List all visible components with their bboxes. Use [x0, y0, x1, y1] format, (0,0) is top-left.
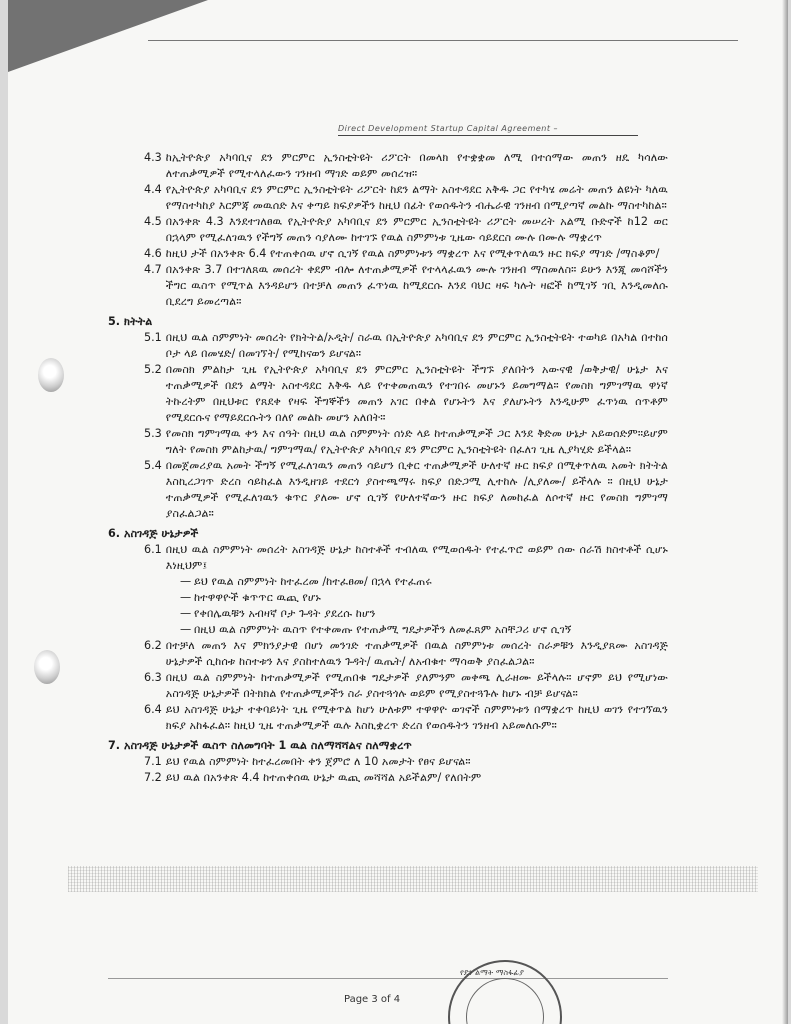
- clause-number: 5.: [108, 315, 121, 328]
- clause: [108, 150, 668, 182]
- clause-text: ከኢትዮጵያ አካባቢና ደን ምርምር ኢንስቲትዩት ሪፖርት በመላክ የተቋቋመ ለሚ በተሰማው መጠን ዘዴ ካሳለው ለተጠቃሚዎች የሚተላለፈውን ገንዘብ ማገድ ወይም መሰረዝ።: [165, 151, 668, 180]
- clause-text: የኢትዮጵያ አካባቢና ደን ምርምር ኢንስቲትዩት ሪፖርት ከደን ልማት አስተዳደር አቅዱ ጋር የተካሄ መሬት መጠን ልዩነት ካለዉ የማስተካከያ እርምጃ መዉሰድ እና ቀጣይ ክፍያዎችን ከዚህ በፊት የወሰዱትን ብሔራዊ ገንዘብ በሚያጣኛ መልኩ ማስተካከል።: [165, 183, 668, 212]
- footer-rule: [108, 978, 668, 979]
- top-rule: [148, 40, 738, 41]
- clause-text: በአንቀጽ 4.3 እንደተገለፀዉ የኢትዮጵያ አካባቢና ደን ምርምር ኢንስቲትዩት ሪፖርት መሠረት አልሚ ቡድኖች ከ12 ወር በኋላም የሚፈለገዉን የችግኝ መጠን ሳያለሙ ከተገኙ የዉል ስምምነቱ ጊዜው ሳይደርስ ሙሉ በሙሉ ማቋረጥ: [165, 215, 668, 244]
- bullet-text: የቀበሌዉቹን አብዛኛ ቦታ ጉዳት ያደረሱ ከሆን: [194, 607, 376, 620]
- clause: [108, 246, 668, 262]
- bullet-item: [108, 606, 668, 622]
- clause-number: 6.1: [144, 543, 162, 556]
- punch-hole-bottom: [34, 650, 60, 684]
- bullet-mark: —: [180, 607, 192, 620]
- clause-number: 4.7: [144, 263, 162, 276]
- official-stamp: [448, 960, 562, 1024]
- clause-text: አስገዳጅ ሁኔታዎች: [124, 527, 199, 540]
- clause-number: 7.2: [144, 771, 162, 784]
- clause-number: 5.1: [144, 331, 162, 344]
- stamp-inner-ring: [466, 978, 544, 1024]
- running-header: Direct Development Startup Capital Agreement –: [338, 124, 638, 136]
- clause: [108, 638, 668, 670]
- bullet-text: ከተዋዋዮች ቁጥጥር ዉጪ የሆኑ: [194, 591, 321, 604]
- clause-number: 4.5: [144, 215, 162, 228]
- clause: [108, 542, 668, 574]
- bullet-item: [108, 622, 668, 638]
- clause-number: 6.2: [144, 639, 162, 652]
- clause: [108, 262, 668, 310]
- stamp-text: የደን ልማት ማስፋፊያ: [460, 968, 524, 977]
- clause-text: በዚህ ዉል ስምምነት መሰረት የክትትል/ኦዲት/ ስራዉ በኢትዮጵያ አካባቢና ደን ምርምር ኢንስቲትዩት ተወካይ በአካል በተከሰ ቦታ ላይ በመሄድ/ በመገኘት/ የሚከናወን ይሆናል።: [165, 331, 668, 360]
- document-page: [8, 0, 788, 1024]
- section-heading: [108, 738, 668, 754]
- clause: [108, 770, 668, 786]
- clause: [108, 702, 668, 734]
- clause-number: 6.4: [144, 703, 162, 716]
- section-heading: [108, 526, 668, 542]
- clause-text: በተቻለ መጠን እና ምክንያታዊ በሆነ መንገድ ተጠቃሚዎች በዉል ስምምነቱ መሰረት ስራዎቹን እንዲያጸሙ አስገዳጅ ሁኔታዎች ሲከሰቱ ከስተቱን እና ያስከተለዉን ጉዳት/ ዉጤት/ ለአብቁተ ማሳወቅ ያስፈልጋል።: [165, 639, 668, 668]
- bullet-item: [108, 574, 668, 590]
- clause-number: 5.3: [144, 427, 162, 440]
- bullet-mark: —: [180, 623, 192, 636]
- page-number: Page 3 of 4: [344, 994, 401, 1005]
- clause-text: ክትትል: [124, 315, 153, 328]
- clause-number: 5.4: [144, 459, 162, 472]
- clause: [108, 182, 668, 214]
- bullet-mark: —: [180, 591, 192, 604]
- page-edge-shadow: [782, 0, 788, 1024]
- scan-noise: [68, 866, 758, 892]
- clause: [108, 426, 668, 458]
- bullet-item: [108, 590, 668, 606]
- clause-text: በዚህ ዉል ስምምነት መሰረት አስገዳጅ ሁኔታ ከስተቶች ተብለዉ የሚወሰዱት የተፈጥሮ ወይም ሰው ሰራሽ ክስተቶች ሲሆኑ እነዚህም፤: [165, 543, 668, 572]
- bullet-text: በዚህ ዉል ስምምነት ዉስጥ የተቀመጡ የተጠቃሚ ግዴታዎችን ለመፈጸም አስቸጋሪ ሆኖ ሲገኝ: [194, 623, 572, 636]
- clause-number: 7.: [108, 739, 121, 752]
- clause-text: ከዚህ ታች በአንቀጽ 6.4 የተጠቀሰዉ ሆኖ ሲገኝ የዉል ስምምነቱን ማቋረጥ እና የሚቀጥለዉን ዙር ክፍያ ማገድ /ማስቆም/: [165, 247, 660, 260]
- clause-text: በዚህ ዉል ስምምነት ከተጠቃሚዎች የሚጠበቁ ግዴታዎች ያለምንም መቀጫ ሊራዘሙ ይችላሉ። ሆኖም ይህ የሚሆነው አስገዳጅ ሁኔታዎች በትክክል የተጠቃሚዎችን ስራ ያስተጓጎሉ ወይም የሚያስተጓጉሉ ከሆኑ ብቻ ይሆናል።: [165, 671, 668, 700]
- clause-text: በመጀመሪያዉ አመት ችግኝ የሚፈለገዉን መጠን ሳይሆን ቢቀር ተጠቃሚዎች ሁለተኛ ዙር ክፍያ በሚቀጥለዉ አመት ክትትል እስኪረጋገጥ ድረስ ሳይከፈል እንዲዘገይ ተደርጎ ያስተጫማሩ ክፍያ በድጋሚ ሊተከሉ /ሊያለሙ/ ይችላሉ ። በዚህ ሁኔታ ተጠቃሚዎች የሚፈለገዉን ቁጥር ያለሙ ሆኖ ሲገኝ የሁለተኛውን ዙር ክፍያ ለመከፈል ለሶተኛ ዙር የመስክ ግምገማ ያስፈልጋል።: [165, 459, 668, 520]
- punch-hole-top: [38, 358, 64, 392]
- clause: [108, 362, 668, 426]
- clause-text: የመስክ ግምገማዉ ቀን እና ሰዓት በዚህ ዉል ስምምነት ሰነድ ላይ ከተጠቃሚዎች ጋር እንደ ቅድመ ሁኔታ አይወሰድም።ይሆም ግለት የመስክ ምልከታዉ/ ግምገማዉ/ የኢትዮጵያ አካባቢና ደን ምርምር ኢንስቲትዩት በፈለገ ጊዜ ሊያካሂድ ይችላል።: [165, 427, 668, 456]
- clause-text: በአንቀጽ 3.7 በተገለጸዉ መሰረት ቀደም ብሎ ለተጠቃሚዎች የተላላፈዉን ሙሉ ገንዘብ ማስመለስ። ይሁን እንጂ መሳሾችን ችግር ዉስጥ የሚጥል እንዳይሆን በተቻለ መጠን ፈጥነዉ ከሚደርሱ እንደ ባህር ዛፍ ካሉት ዛፎች ከሚገኝ ገቢ እንዲመለሱ ቢደረግ ይመረጣል።: [165, 263, 668, 308]
- clause-text: ይህ አስገዳጅ ሁኔታ ተቀባይነት ጊዜ የሚቀጥል ከሆነ ሁለቱም ተዋዋዮ ወገኖች ስምምነቱን በማቋረጥ ከዚህ ወገን የተገኘዉን ክፍያ አከፋፈል። ከዚህ ጊዜ ተጠቃሚዎች ዉሉ እስኪቋረጥ ድረስ የወሰዱትን ገንዘብ አይመለሱም።: [165, 703, 668, 732]
- clause-text: ይህ የዉል ስምምነት ከተፈረመበት ቀን ጀምሮ ለ 10 አመታት የፀና ይሆናል።: [165, 755, 471, 768]
- clause-number: 7.1: [144, 755, 162, 768]
- clause-text: በመስክ ምልከታ ጊዜ የኢትዮጵያ አካባቢና ደን ምርምር ኢንስቲትዩት ችግኙ ያለበትን አውናዊ /ወቅታዊ/ ሁኔታ እና ተጠቃሚዎች በደን ልማት አስተዳደር እቅዱ ላይ የተቀመጠዉን የተገበሩ መሆኑን ይመግማል። የመስክ ግምገማዉ ዋነኛ ትኩረትም በዚህቱር የጸደቀ የዛፍ ችግኞችን መጠን አገር በቀል የሆኑትን እና ያለሆኑትን እንዲሁም ፈጥነዉ ሰጥቶም የሚደርሱና የማይደርሱትን በለየ መልኩ መሆን አለበት።: [165, 363, 668, 424]
- clause: [108, 754, 668, 770]
- clause-number: 5.2: [144, 363, 162, 376]
- clause-number: 4.6: [144, 247, 162, 260]
- bullet-text: ይህ የዉል ስምምነት ከተፈረመ /ከተፈፀመ/ በኋላ የተፈጠሩ: [194, 575, 432, 588]
- clause: [108, 214, 668, 246]
- section-heading: [108, 314, 668, 330]
- clause: [108, 330, 668, 362]
- document-body: [108, 150, 668, 786]
- clause: [108, 670, 668, 702]
- clause-number: 6.3: [144, 671, 162, 684]
- clause-text: ይህ ዉል በአንቀጽ 4.4 ከተጠቀሰዉ ሁኔታ ዉጪ መሻሻል አይችልም/ የለበትም: [165, 771, 482, 784]
- clause-number: 4.4: [144, 183, 162, 196]
- clause-text: አስገዳጅ ሁኔታዎች ዉስጥ ስለመግባት 1 ዉል ስለማሻሻልና ስለማቋረጥ: [124, 739, 412, 752]
- clause-number: 4.3: [144, 151, 162, 164]
- folded-corner: [8, 0, 208, 72]
- clause-number: 6.: [108, 527, 121, 540]
- clause: [108, 458, 668, 522]
- bullet-mark: —: [180, 575, 192, 588]
